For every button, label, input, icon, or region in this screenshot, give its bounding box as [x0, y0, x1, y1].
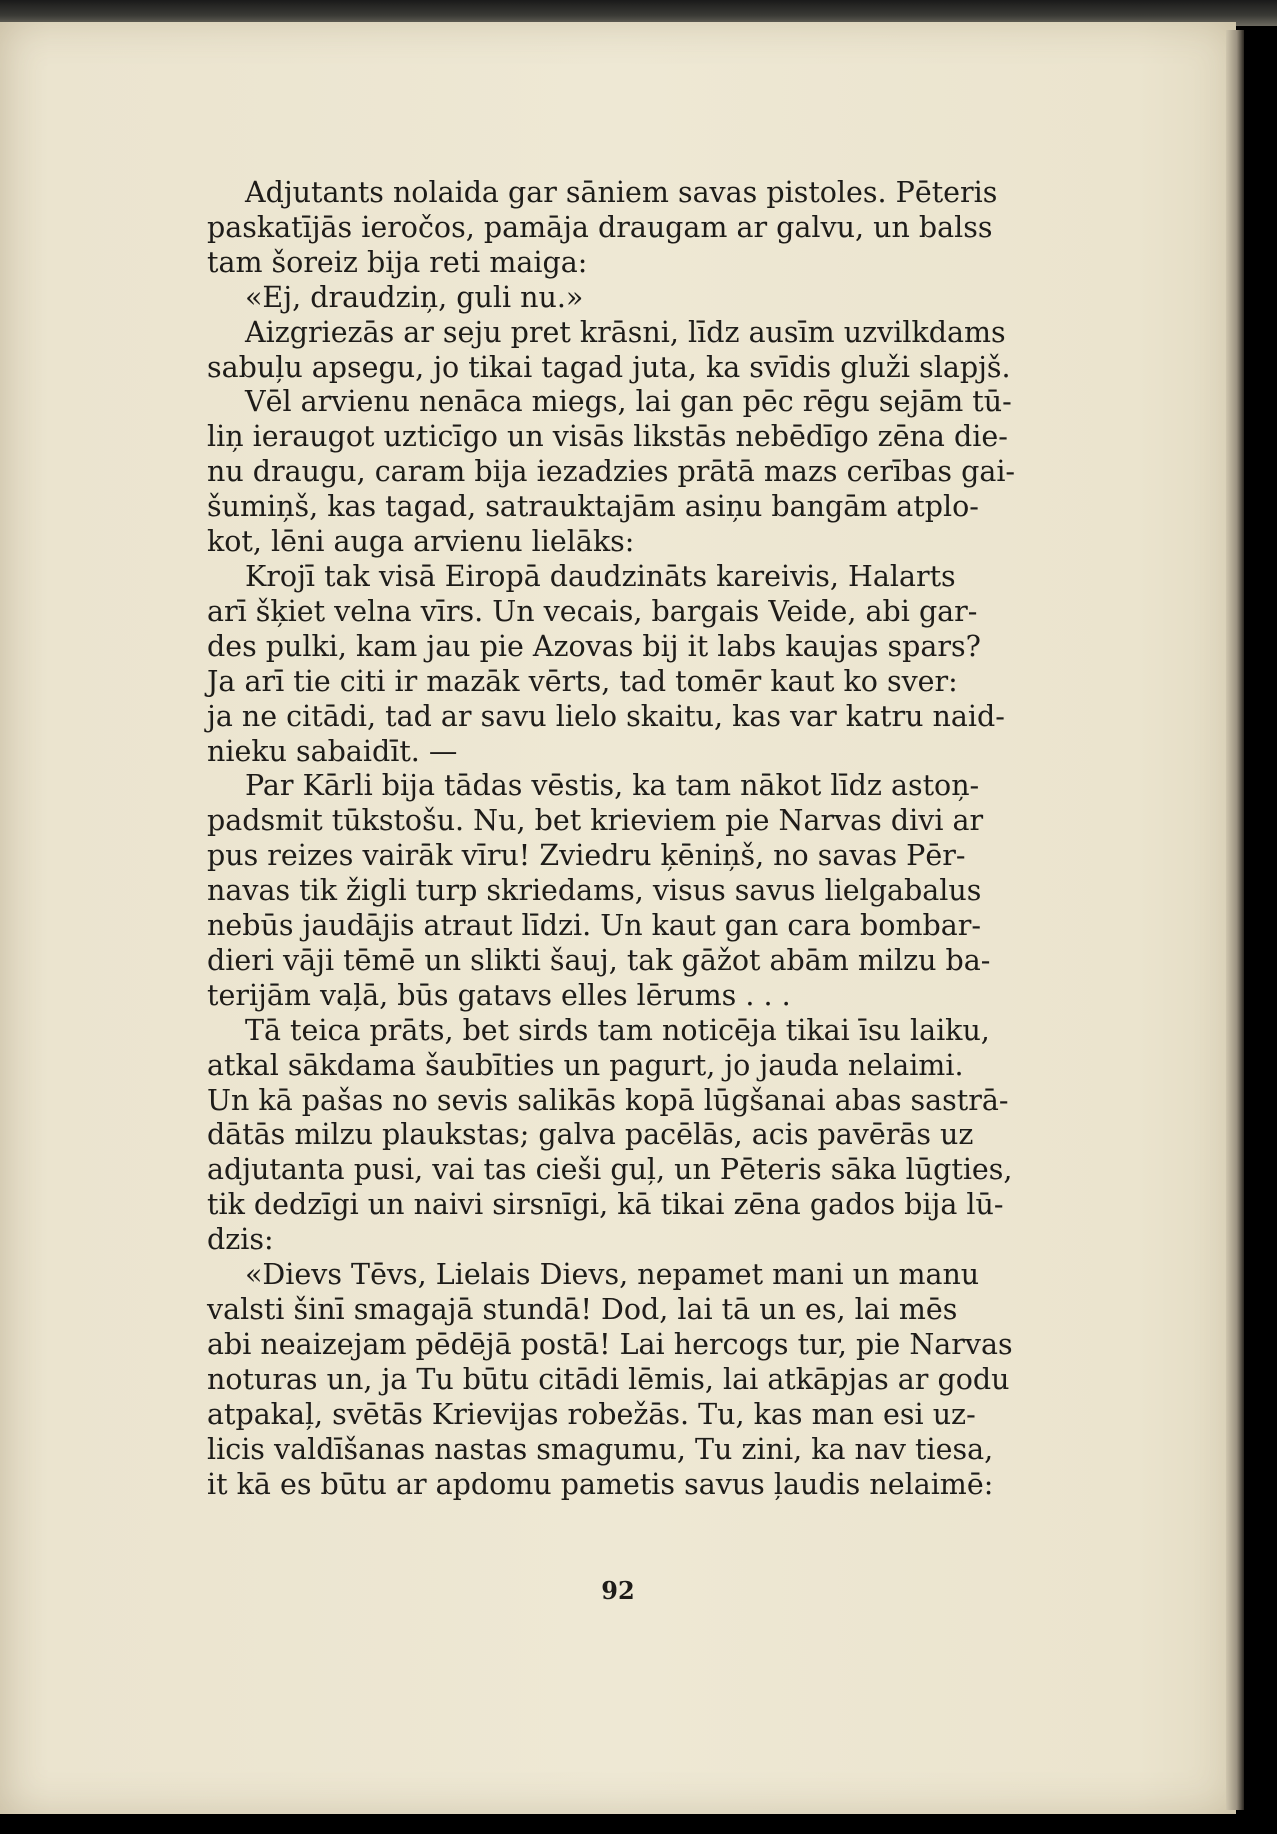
paragraph: Krojī tak visā Eiropā daudzināts kareivis, Halarts arī šķiet velna vīrs. Un vecais, bargais Veide, abi gar- des pulki, kam jau pie Azovas bij it labs kaujas spars? Ja arī tie citi ir mazāk vērts, tad tomēr kaut ko sver: ja ne citādi, tad ar savu lielo skaitu, kas var katru naid- nieku sabaidīt. —	[207, 559, 1005, 768]
paragraph: Par Kārli bija tādas vēstis, ka tam nākot līdz astoņ- padsmit tūkstošu. Nu, bet krieviem pie Narvas divi ar pus reizes vairāk vīru! Zviedru ķēniņš, no savas Pēr- navas tik žigli turp skriedams, visus savus lielgabalus nebūs jaudājis atraut līdzi. Un kaut gan cara bombar- dieri vāji tēmē un slikti šauj, tak gāžot abām milzu ba- terijām vaļā, būs gatavs elles lērums . . .	[207, 769, 991, 1012]
page-gutter-shadow	[1226, 30, 1244, 1810]
paragraph: Aizgriezās ar seju pret krāsni, līdz ausīm uzvilkdams sabuļu apsegu, jo tikai tagad juta, ka svīdis gluži slapjš.	[207, 315, 1011, 384]
body-text	[207, 176, 1097, 1502]
paragraph: Tā teica prāts, bet sirds tam noticēja tikai īsu laiku, atkal sākdama šaubīties un pagurt, jo jauda nelaimi. Un kā pašas no sevis salikās kopā lūgšanai abas sastrā- dātās milzu plaukstas; galva pacēlās, acis pavērās uz adjutanta pusi, vai tas cieši guļ, un Pēteris sāka lūgties, tik dedzīgi un naivi sirsnīgi, kā tikai zēna gados bija lū- dzis:	[207, 1013, 1013, 1257]
paragraph: Adjutants nolaida gar sāniem savas pistoles. Pēteris paskatījās ieročos, pamāja draugam ar galvu, un balss tam šoreiz bija reti maiga:	[207, 176, 998, 279]
paragraph: «Dievs Tēvs, Lielais Dievs, nepamet mani un manu valsti šinī smagajā stundā! Dod, lai tā un es, lai mēs abi neaizejam pēdējā postā! Lai hercogs tur, pie Narvas noturas un, ja Tu būtu citādi lēmis, lai atkāpjas ar godu atpakaļ, svētās Krievijas robežās. Tu, kas man esi uz- licis valdīšanas nastas smagumu, Tu zini, ka nav tiesa, it kā es būtu ar apdomu pametis savus ļaudis nelaimē:	[207, 1258, 1013, 1501]
paragraph: Vēl arvienu nenāca miegs, lai gan pēc rēgu sejām tū- liņ ieraugot uzticīgo un visās likstās nebēdīgo zēna die- nu draugu, caram bija iezadzies prātā mazs cerības gai- šumiņš, kas tagad, satrauktajām asiņu bangām atplo- kot, lēni auga arvienu lielāks:	[207, 385, 1016, 559]
page-number: 92	[601, 1576, 635, 1605]
paragraph: «Ej, draudziņ, guli nu.»	[245, 280, 584, 314]
